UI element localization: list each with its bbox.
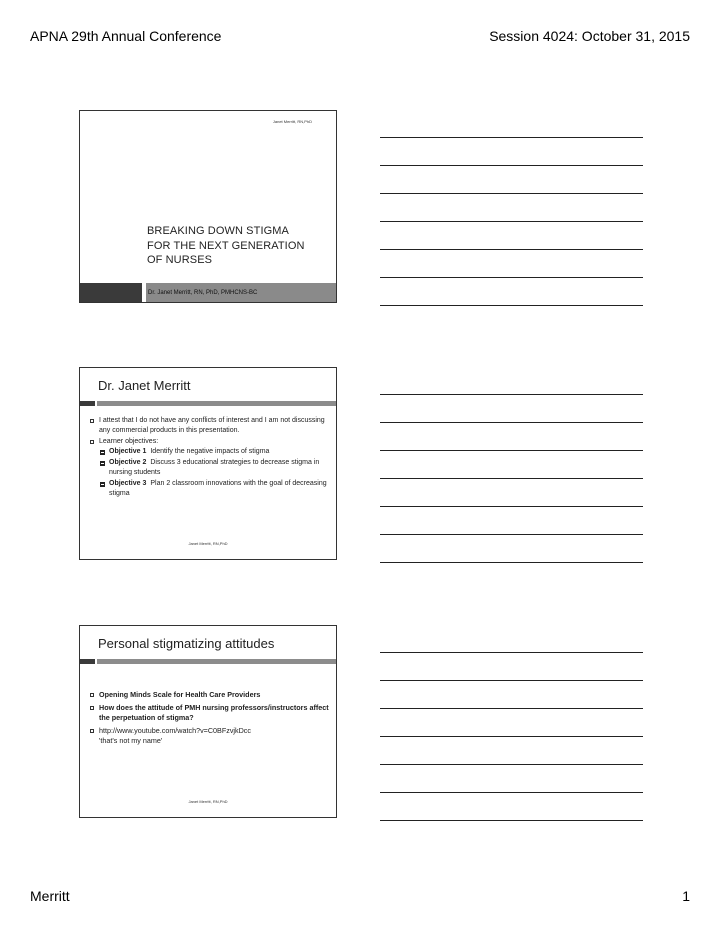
header-conference: APNA 29th Annual Conference	[30, 28, 222, 44]
slide-body	[89, 416, 329, 499]
objective-label: Objective 3	[109, 479, 147, 487]
slide-title-text: Personal stigmatizing attitudes	[98, 636, 275, 651]
slide-disclosure	[79, 367, 337, 560]
slide-author-tag: Janet Merritt, RN,PhD	[272, 119, 312, 124]
objective-label: Objective 1	[109, 448, 147, 456]
title-line: OF NURSES	[147, 254, 213, 266]
title-rule	[80, 659, 336, 664]
slide-body	[89, 690, 329, 749]
page-number: 1	[682, 888, 690, 904]
objective-item	[89, 479, 329, 499]
video-link-caption: 'that's not my name'	[99, 736, 163, 745]
title-rule	[80, 401, 336, 406]
slide-title-text: Dr. Janet Merritt	[98, 378, 191, 393]
slide-footer-author: Janet Merritt, RN,PhD	[188, 799, 228, 804]
bullet-item: Opening Minds Scale for Health Care Providers	[89, 690, 329, 701]
slide-title	[79, 110, 337, 303]
footer-name: Merritt	[30, 888, 70, 904]
slide-footer-author: Janet Merritt, RN,PhD	[188, 541, 228, 546]
objective-label: Objective 2	[109, 459, 147, 467]
slide-attitudes	[79, 625, 337, 818]
presenter-bar	[80, 283, 336, 303]
objective-text: Discuss 3 educational strategies to decrease stigma in nursing students	[109, 459, 320, 476]
bullet-item-link[interactable]	[89, 726, 329, 747]
bullet-item: Learner objectives:	[89, 437, 329, 447]
bullet-item: I attest that I do not have any conflicts of interest and I am not discussing any commercial products in this presentation.	[89, 416, 329, 436]
bullet-item: How does the attitude of PMH nursing professors/instructors affect the perpetuation of stigma?	[89, 703, 329, 724]
objective-item	[89, 458, 329, 478]
presenter-name: Dr. Janet Merritt, RN, PhD, PMHCNS-BC	[146, 283, 336, 303]
objective-text: Plan 2 classroom innovations with the goal of decreasing stigma	[109, 479, 327, 497]
header-session: Session 4024: October 31, 2015	[489, 28, 690, 44]
slide-main-title	[147, 224, 327, 268]
video-link[interactable]: http://www.youtube.com/watch?v=C0BFzvjkDcc	[99, 725, 251, 735]
title-line: BREAKING DOWN STIGMA	[147, 225, 289, 237]
title-line: FOR THE NEXT GENERATION	[147, 239, 305, 252]
objective-text: Identify the negative impacts of stigma	[150, 448, 270, 456]
objective-item	[89, 447, 329, 457]
